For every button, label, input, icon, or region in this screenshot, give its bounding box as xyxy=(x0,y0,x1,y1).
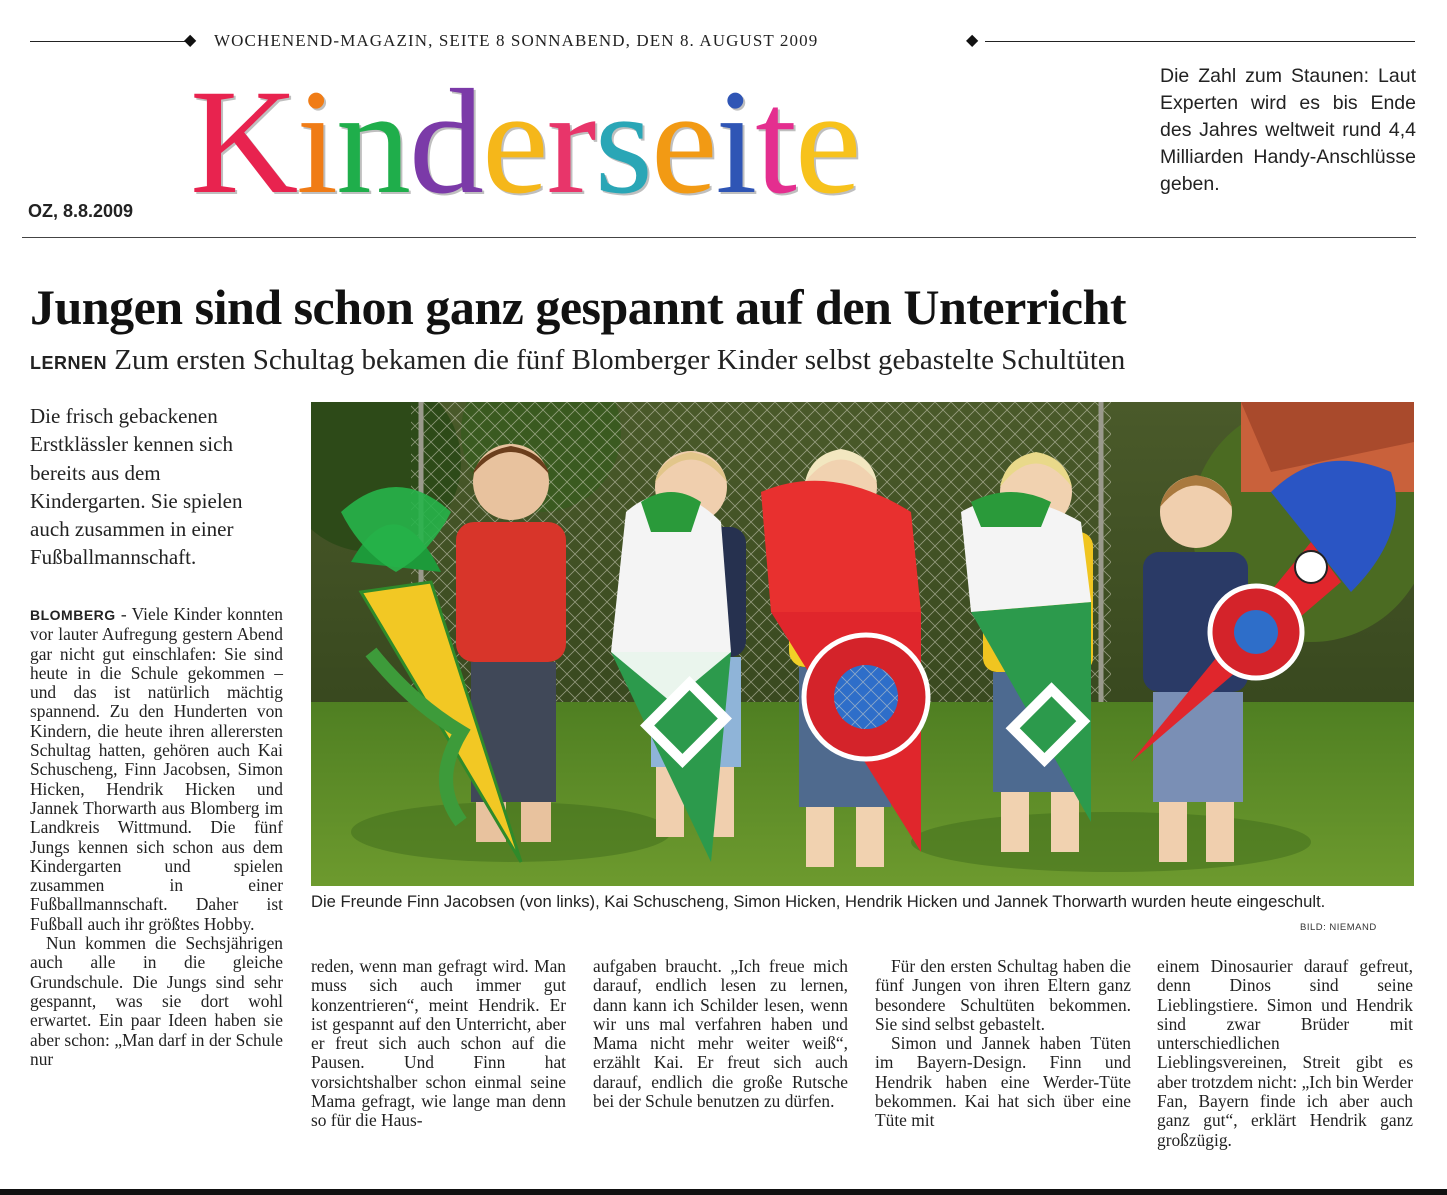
header-rule-left xyxy=(30,41,190,42)
masthead-kinderseite xyxy=(190,59,860,225)
column-4-paragraph-1: Für den ersten Schultag haben die fünf Jungen von ihren Eltern ganz besondere Schultüten bekommen. Sie sind selbst gebastelt. xyxy=(875,956,1131,1034)
article-photo xyxy=(311,402,1414,886)
column-1-paragraph-1 xyxy=(30,605,283,934)
body-column-4 xyxy=(875,957,1131,1131)
masthead-letter: d xyxy=(409,59,483,225)
masthead-letter: r xyxy=(546,59,595,225)
issue-dateline: WOCHENEND-MAGAZIN, SEITE 8 SONNABEND, DEN 8. AUGUST 2009 xyxy=(214,31,819,50)
dateline-blomberg: BLOMBERG xyxy=(30,607,116,623)
column-5-paragraph: einem Dinosaurier darauf gefreut, denn Dinos sind seine Lieblingstiere. Simon und Hendrik sind zwar Brüder mit unterschiedlichen Lieblingsvereinen, Streit gibt es aber trotzdem nicht: „Ich bin Werder Fan, Bayern finde ich aber auch ganz gut“, erklärt Hendrik ganz großzügig. xyxy=(1157,956,1413,1150)
body-column-1 xyxy=(30,605,283,1069)
article-intro: Die frisch gebackenen Erstklässler kennen sich bereits aus dem Kindergarten. Sie spielen auch zusammen in einer Fußballmannschaft. xyxy=(30,404,243,570)
masthead-letter: K xyxy=(190,59,297,225)
column-1-paragraph-1-text: - Viele Kinder konnten vor lauter Aufregung gestern Abend gar nicht gut einschlafen: Sie sind heute in die Schule gekommen – und das ist natürlich mächtig spannend. Zu den Hunderten von Kindern, die heute ihren allerersten Schultag hatten, gehören auch Kai Schuscheng, Finn Jacobsen, Simon Hicken, Hendrik Hicken und Jannek Thorwarth aus Blomberg im Landkreis Wittmund. Die fünf Jungs kennen sich schon aus dem Kindergarten und spielen zusammen in einer Fußballmannschaft. Daher ist Fußball auch ihr größtes Hobby. xyxy=(30,604,283,934)
diamond-ornament-left: ◆ xyxy=(184,32,197,49)
column-3-paragraph: aufgaben braucht. „Ich freue mich darauf, endlich lesen zu lernen, dann kann ich Schilder lesen, wenn wir uns mal verfahren haben und Mama nicht mehr weiter weiß“, erzählt Kai. Er freut sich auch darauf, endlich die große Rutsche bei der Schule benutzen zu dürfen. xyxy=(593,956,848,1112)
masthead-divider xyxy=(22,237,1416,238)
column-1-paragraph-2: Nun kommen die Sechsjährigen auch alle in die gleiche Grundschule. Die Jungs sind sehr gespannt, was sie dort wohl erwartet. Ein paar Ideen haben sie aber schon: „Man darf in der Schule nur xyxy=(30,933,283,1069)
masthead-letter: t xyxy=(755,59,795,225)
masthead-letter: n xyxy=(336,59,410,225)
masthead-letter: i xyxy=(715,59,756,225)
header-rule-right xyxy=(985,41,1415,42)
masthead-letter: i xyxy=(296,59,337,225)
masthead-letter: e xyxy=(794,59,860,225)
page-bottom-edge xyxy=(0,1189,1447,1195)
body-column-5 xyxy=(1157,957,1413,1150)
column-2-paragraph: reden, wenn man gefragt wird. Man muss sich auch immer gut konzentrieren“, meint Hendrik. Er ist gespannt auf den Unterricht, aber er freut sich auch schon auf die Pausen. Und Finn hat vorsichtshalber schon einmal seine Mama gefragt, wie lange man denn so für die Haus- xyxy=(311,956,566,1131)
subhead-text: Zum ersten Schultag bekamen die fünf Blomberger Kinder selbst gebastelte Schultüten xyxy=(114,344,1126,376)
photo-illustration xyxy=(311,402,1414,886)
photo-credit: BILD: NIEMAND xyxy=(1300,922,1377,933)
fact-box: Die Zahl zum Staunen: Laut Experten wird es bis Ende des Jahres weltweit rund 4,4 Milliarden Handy-Anschlüsse geben. xyxy=(1160,65,1416,195)
masthead-letter: s xyxy=(594,59,651,225)
body-column-3 xyxy=(593,957,848,1111)
column-4-paragraph-2: Simon und Jannek haben Tüten im Bayern-Design. Finn und Hendrik haben eine Werder-Tüte bekommen. Kai hat sich über eine Tüte mit xyxy=(875,1033,1131,1131)
article-headline: Jungen sind schon ganz gespannt auf den Unterricht xyxy=(30,279,1127,335)
kicker-label: LERNEN xyxy=(30,353,108,373)
masthead-letter: e xyxy=(482,59,547,225)
body-column-2 xyxy=(311,957,566,1131)
diamond-ornament-right: ◆ xyxy=(966,32,979,49)
article-subhead xyxy=(30,342,1125,381)
source-date: OZ, 8.8.2009 xyxy=(28,201,134,221)
masthead-letter: e xyxy=(650,59,716,225)
photo-caption: Die Freunde Finn Jacobsen (von links), Kai Schuscheng, Simon Hicken, Hendrik Hicken und Jannek Thorwarth wurden heute eingeschult. xyxy=(311,892,1326,911)
